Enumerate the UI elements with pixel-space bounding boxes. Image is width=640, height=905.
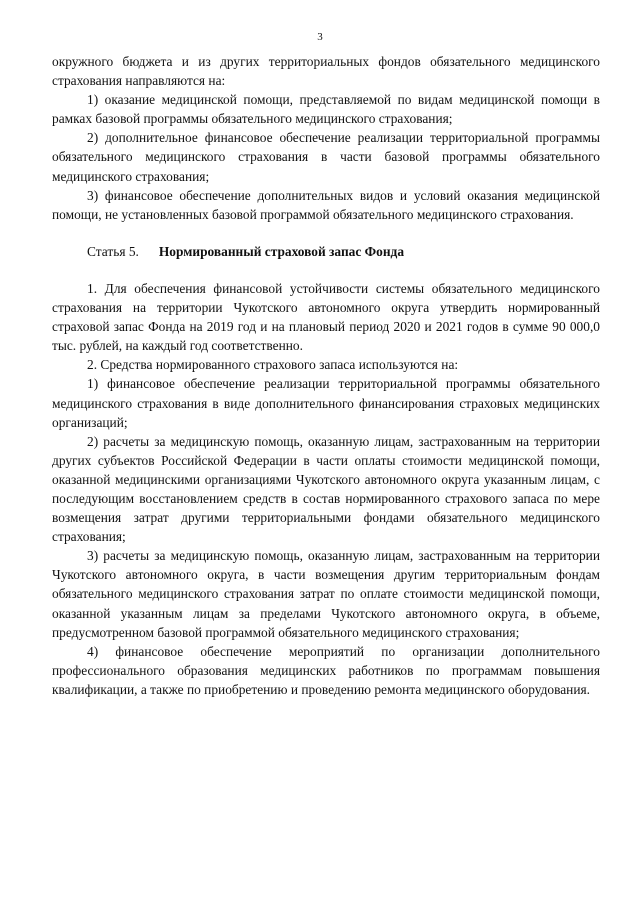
paragraph-subitem-1: 1) финансовое обеспечение реализации территориальной программы обязательного медицинского страхования в виде дополнительного финансирования страховых медицинских организаций;: [52, 376, 600, 430]
paragraph-subitem-4: 4) финансовое обеспечение мероприятий по организации дополнительного профессионального образования медицинских работников по программам повышения квалификации, а также по приобретению и проведению ремонта медицинского оборудования.: [52, 643, 600, 697]
document-body: [52, 52, 600, 699]
article-number: Статья 5.: [87, 243, 139, 259]
article-heading: [52, 242, 600, 261]
paragraph-subitem-2: 2) расчеты за медицинскую помощь, оказанную лицам, застрахованным на территории других субъектов Российской Федерации в части оплаты стоимости медицинской помощи, оказанной медицинскими организациями Чукотского автономного округа указанным лицам, с последующим восстановлением средств в состав нормированного страхового запаса по мере возмещения затрат другими территориальными фондами обязательного медицинского страхования;: [52, 433, 600, 545]
paragraph-continuation: окружного бюджета и из других территориальных фондов обязательного медицинского страхования направляются на:: [52, 54, 600, 89]
paragraph-clause-1: 1. Для обеспечения финансовой устойчивости системы обязательного медицинского страхования на территории Чукотского автономного округа утвердить нормированный страховой запас Фонда на 2019 год и на плановый период 2020 и 2021 годов в сумме 90 000,0 тыс. рублей, на каждый год соответственно.: [52, 280, 600, 354]
page-number: 3: [317, 31, 323, 43]
article-title: Нормированный страховой запас Фонда: [158, 243, 405, 259]
paragraph-item-3: 3) финансовое обеспечение дополнительных видов и условий оказания медицинской помощи, не установленных базовой программой обязательного медицинского страхования.: [52, 187, 600, 222]
paragraph-item-2: 2) дополнительное финансовое обеспечение реализации территориальной программы обязательного медицинского страхования в части базовой программы обязательного медицинского страхования;: [52, 130, 600, 184]
paragraph-clause-2: 2. Средства нормированного страхового запаса используются на:: [87, 357, 459, 373]
paragraph-item-1: 1) оказание медицинской помощи, представляемой по видам медицинской помощи в рамках базовой программы обязательного медицинского страхования;: [52, 92, 600, 127]
paragraph-subitem-3: 3) расчеты за медицинскую помощь, оказанную лицам, застрахованным на территории Чукотского автономного округа, в части возмещения другим территориальным фондам обязательного медицинского страхования затрат по оплате стоимости медицинской помощи, оказанной указанным лицам за пределами Чукотского автономного округа, в объеме, предусмотренном базовой программой обязательного медицинского страхования;: [52, 548, 600, 640]
